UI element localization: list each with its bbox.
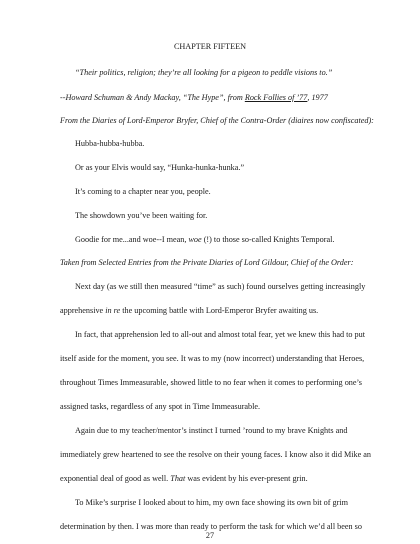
page-number: 27 — [205, 531, 215, 540]
paragraph: The showdown you’ve been waiting for. — [75, 211, 208, 220]
paragraph: Hubba-hubba-hubba. — [75, 139, 145, 148]
private-diaries-heading: Taken from Selected Entries from the Private Diaries of Lord Gildour, Chief of the Order: — [60, 258, 354, 267]
paragraph-continuation: exponential deal of good as well. That was evident by his ever-present grin. — [60, 474, 308, 483]
paragraph: To Mike’s surprise I looked about to him, my own face showing its own bit of grim — [75, 498, 348, 507]
paragraph: Again due to my teacher/mentor’s instinct I turned ’round to my brave Knights and — [75, 426, 348, 435]
chapter-heading: CHAPTER FIFTEEN — [173, 42, 247, 51]
paragraph-continuation: assigned tasks, regardless of any spot in Time Immeasurable. — [60, 402, 261, 411]
paragraph: In fact, that apprehension led to all-out and almost total fear, yet we knew this had to put — [75, 330, 366, 339]
paragraph: Goodie for me...and woe--I mean, woe (!) to those so-called Knights Temporal. — [75, 235, 335, 244]
paragraph-continuation: determination by then. I was more than ready to perform the task for which we’d all been so — [60, 522, 362, 531]
paragraph-continuation: itself aside for the moment, you see. It was to my (now incorrect) understanding that Heroes, — [60, 354, 365, 363]
epigraph-source-title: Rock Follies of ’77 — [244, 93, 308, 102]
paragraph: Or as your Elvis would say, “Hunka-hunka-hunka.” — [75, 163, 245, 172]
paragraph: Next day (as we still then measured “time” as such) found ourselves getting increasingly — [75, 282, 366, 291]
paragraph-continuation: immediately grew heartened to see the resolve on their young faces. I know also it did Mike an — [60, 450, 372, 459]
diary-source-heading: From the Diaries of Lord-Emperor Bryfer, Chief of the Contra-Order (diaires now confiscated): — [60, 116, 374, 125]
paragraph-continuation: throughout Times Immeasurable, showed little to no fear when it comes to performing one’s — [60, 378, 362, 387]
epigraph-attribution: --Howard Schuman & Andy Mackay, “The Hype”, from Rock Follies of ’77, 1977 — [60, 93, 328, 102]
paragraph-continuation: apprehensive in re the upcoming battle with Lord-Emperor Bryfer awaiting us. — [60, 306, 319, 315]
epigraph-quote: “Their politics, religion; they’re all looking for a pigeon to peddle visions to.” — [75, 68, 333, 77]
paragraph: It’s coming to a chapter near you, people. — [75, 187, 211, 196]
